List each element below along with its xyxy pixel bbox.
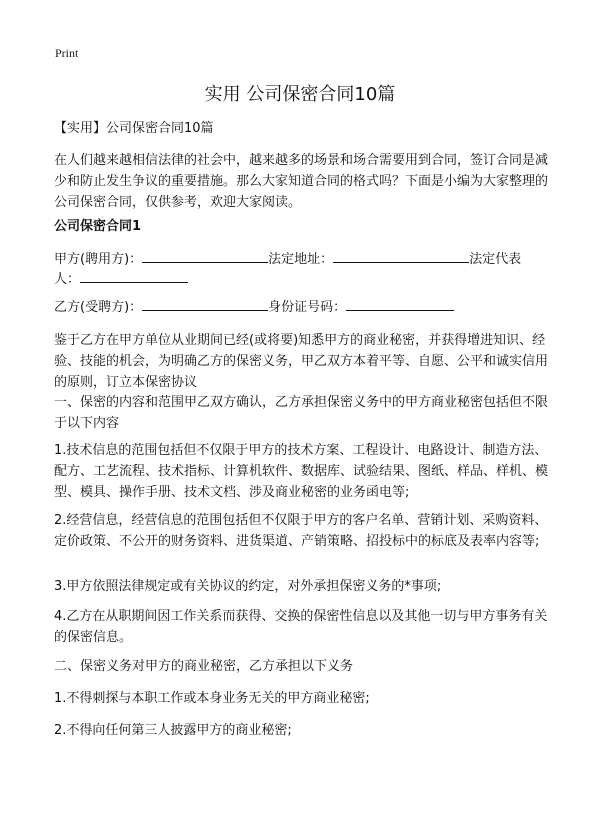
id-label: 身份证号码： [268, 300, 347, 315]
party-a-label: 甲方(聘用方)： [54, 252, 143, 267]
party-a-row [54, 248, 521, 270]
address-label: 法定地址： [268, 252, 334, 267]
address-blank[interactable] [333, 248, 469, 263]
party-a-blank[interactable] [142, 248, 268, 263]
legal-rep-row [54, 268, 188, 290]
party-b-blank[interactable] [142, 296, 268, 311]
clause2-duty2: 2.不得向任何第三人披露甲方的商业秘密; [54, 723, 292, 738]
party-b-row [54, 296, 454, 318]
doc-subtitle: 【实用】公司保密合同10篇 [54, 121, 214, 136]
legal-rep-label-cont: 人： [54, 272, 81, 287]
clause1-item1: 1.技术信息的范围包括但不仅限于甲方的技术方案、工程设计、电路设计、制造方法、配方、工艺流程、技术指标、计算机软件、数据库、试验结果、图纸、样品、样机、模型、模具、操作手册、技术文档、涉及商业秘密的业务函电等; [54, 443, 549, 500]
page-title: 实用 公司保密合同10篇 [204, 84, 396, 105]
legal-rep-label: 法定代表 [469, 252, 522, 267]
clause2-duty1: 1.不得刺探与本职工作或本身业务无关的甲方商业秘密; [54, 691, 370, 706]
clause1-heading: 一、保密的内容和范围甲乙双方确认，乙方承担保密义务中的甲方商业秘密包括但不限于以下内容 [54, 395, 549, 431]
clause1-item3: 3.甲方依照法律规定或有关协议的约定，对外承担保密义务的*事项; [54, 579, 442, 594]
clause2-heading: 二、保密义务对甲方的商业秘密，乙方承担以下义务 [54, 659, 354, 674]
party-b-label: 乙方(受聘方)： [54, 300, 143, 315]
id-blank[interactable] [346, 296, 454, 311]
print-link[interactable]: Print [55, 46, 79, 60]
clause1-item4: 4.乙方在从职期间因工作关系而获得、交换的保密性信息以及其他一切与甲方事务有关的保密信息。 [54, 609, 548, 645]
legal-rep-blank[interactable] [80, 268, 188, 283]
preamble-paragraph: 鉴于乙方在甲方单位从业期间已经(或将要)知悉甲方的商业秘密，并获得增进知识、经验、技能的机会，为明确乙方的保密义务，甲乙双方本着平等、自愿、公平和诚实信用的原则，订立本保密协议 [54, 333, 549, 390]
section-title: 公司保密合同1 [54, 219, 142, 234]
intro-paragraph: 在人们越来越相信法律的社会中，越来越多的场景和场合需要用到合同，签订合同是减少和防止发生争议的重要措施。那么大家知道合同的格式吗？下面是小编为大家整理的公司保密合同，仅供参考，欢迎大家阅读。 [54, 153, 549, 210]
clause1-item2: 2.经营信息，经营信息的范围包括但不仅限于甲方的客户名单、营销计划、采购资料、定价政策、不公开的财务资料、进货渠道、产销策略、招投标中的标底及表率内容等; [54, 513, 548, 549]
